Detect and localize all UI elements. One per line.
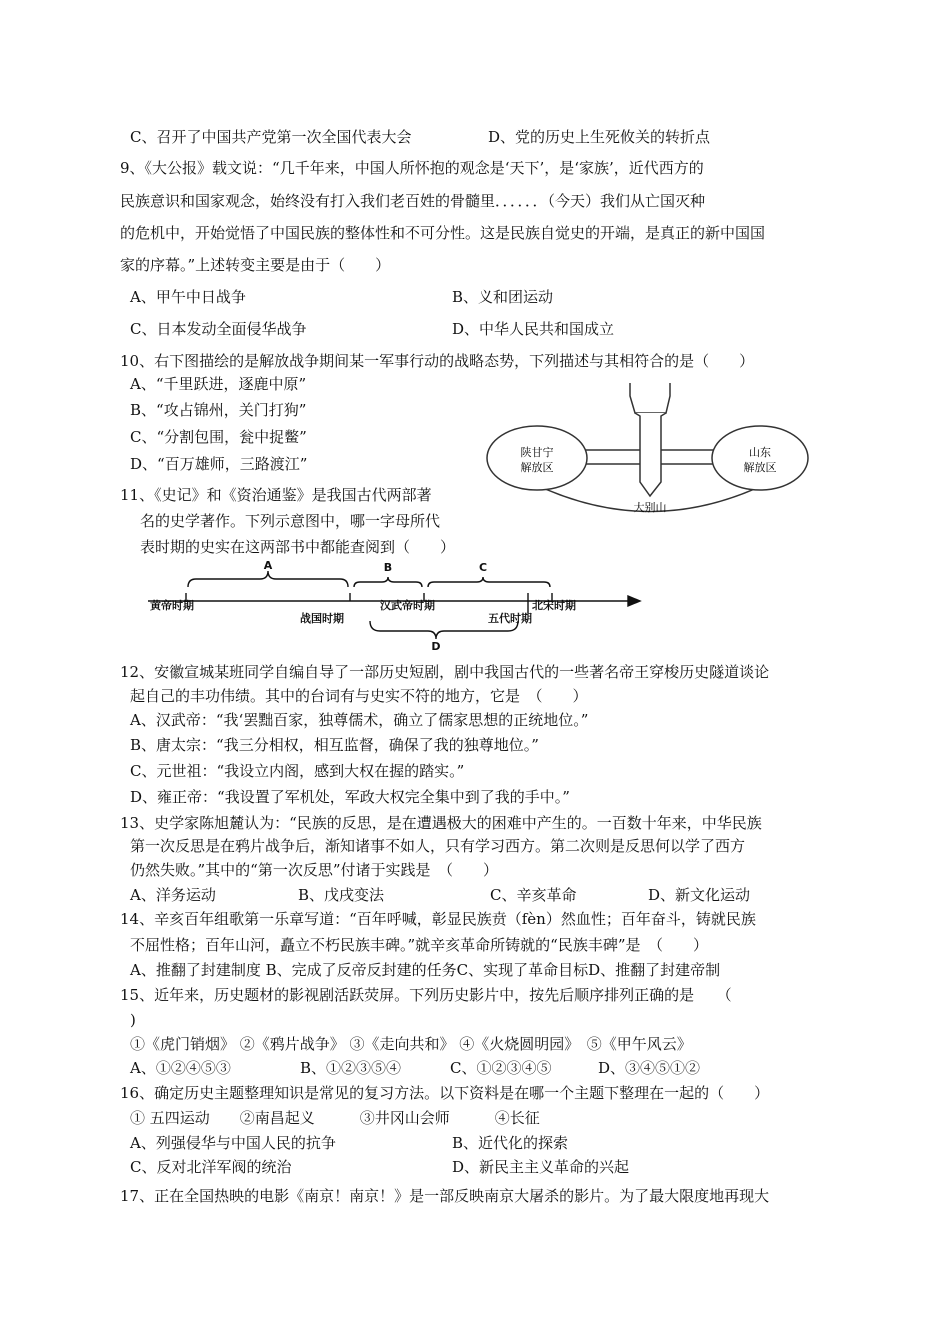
q16-option-c: C、反对北洋军阀的统治: [130, 1158, 292, 1176]
q12-stem-line2: 起自己的丰功伟绩。其中的台词有与史实不符的地方，它是 （ ）: [130, 687, 588, 705]
q11-stem-line3: 表时期的史实在这两部书中都能查阅到（ ）: [140, 538, 456, 556]
timeline-label-a: A: [263, 559, 273, 572]
q13-option-d: D、新文化运动: [648, 886, 751, 904]
map-arrow-shaft: [635, 413, 666, 496]
q13-option-c: C、辛亥革命: [490, 886, 577, 904]
timeline-period-2: 战国时期: [300, 612, 344, 625]
timeline-period-1: 黄帝时期: [150, 599, 194, 612]
q9-option-b: B、义和团运动: [452, 288, 554, 306]
q13-stem-line2: 第一次反思是在鸦片战争后，渐知诸事不如人，只有学习西方。第二次则是反思何以学了西方: [130, 837, 746, 855]
q9-stem-line2: 民族意识和国家观念，始终没有打入我们老百姓的骨髓里．．．．．．（今天）我们从亡国灭种: [120, 192, 706, 210]
timeline-period-3: 汉武帝时期: [380, 599, 435, 612]
q16-items: ① 五四运动 ②南昌起义 ③井冈山会师 ④长征: [130, 1109, 540, 1127]
q12-option-d: D、雍正帝：“我设置了军机处，军政大权完全集中到了我的手中。”: [130, 788, 570, 806]
map-right-region-label-1: 山东: [749, 446, 771, 459]
q15-option-d: D、③④⑤①②: [598, 1059, 701, 1077]
q16-option-a: A、列强侵华与中国人民的抗争: [130, 1134, 336, 1152]
q14-stem-line1: 14、辛亥百年组歌第一乐章写道：“百年呼喊，彰显民族贲（fèn）然血性；百年奋斗，铸就民族: [120, 910, 756, 928]
timeline-period-4: 五代时期: [488, 612, 532, 625]
q16-option-d: D、新民主主义革命的兴起: [452, 1158, 630, 1176]
map-right-region-label-2: 解放区: [743, 461, 777, 474]
timeline-arrow: [628, 596, 640, 606]
q9-stem-line4: 家的序幕。”上述转变主要是由于（ ）: [120, 256, 391, 274]
q14-stem-line2: 不屈性格；百年山河，矗立不朽民族丰碑。”就辛亥革命所铸就的“民族丰碑”是 （ ）: [130, 936, 709, 954]
q15-option-b: B、①②③⑤④: [300, 1059, 402, 1077]
history-timeline-diagram: [148, 553, 658, 655]
liberation-war-map-diagram: [480, 378, 820, 518]
q10-option-d: D、“百万雄师，三路渡江”: [130, 455, 308, 473]
q9-option-c: C、日本发动全面侵华战争: [130, 320, 307, 338]
q16-option-b: B、近代化的探索: [452, 1134, 569, 1152]
q13-option-b: B、戊戌变法: [298, 886, 385, 904]
q11-stem-line2: 名的史学著作。下列示意图中，哪一字母所代: [140, 512, 441, 530]
timeline-brace-a: [188, 571, 348, 587]
q10-option-b: B、“攻占锦州，关门打狗”: [130, 401, 307, 419]
q8-option-c: C、召开了中国共产党第一次全国代表大会: [130, 128, 412, 146]
q12-option-a: A、汉武帝：“我‘罢黜百家，独尊儒术，确立了儒家思想的正统地位。”: [130, 711, 589, 729]
q13-option-a: A、洋务运动: [130, 886, 216, 904]
map-bottom-label: 大别山: [633, 501, 667, 514]
q11-stem-line1: 11、《史记》和《资治通鉴》是我国古代两部著: [120, 486, 432, 504]
q9-option-a: A、甲午中日战争: [130, 288, 246, 306]
map-left-region-label-1: 陕甘宁: [520, 446, 554, 459]
q15-option-c: C、①②③④⑤: [450, 1059, 552, 1077]
q12-stem-line1: 12、安徽宣城某班同学自编自导了一部历史短剧，剧中我国古代的一些著名帝王穿梭历史隧道谈论: [120, 663, 770, 681]
q16-stem: 16、确定历史主题整理知识是常见的复习方法。以下资料是在哪一个主题下整理在一起的（ ）: [120, 1084, 770, 1102]
q9-stem-line3: 的危机中，开始觉悟了中国民族的整体性和不可分性。这是民族自觉史的开端，是真正的新中国国: [120, 224, 766, 242]
timeline-label-b: B: [383, 561, 393, 574]
timeline-brace-c: [428, 577, 550, 587]
timeline-brace-b: [354, 577, 422, 587]
q10-stem: 10、右下图描绘的是解放战争期间某一军事行动的战略态势，下列描述与其相符合的是（ ）: [120, 352, 755, 370]
q17-stem: 17、正在全国热映的电影《南京！南京！》是一部反映南京大屠杀的影片。为了最大限度地再现大: [120, 1187, 770, 1205]
timeline-label-c: C: [478, 561, 488, 574]
q10-option-c: C、“分割包围，瓮中捉鳖”: [130, 428, 307, 446]
q15-items: ①《虎门销烟》 ②《鸦片战争》 ③《走向共和》 ④《火烧圆明园》 ⑤《甲午风云》: [130, 1035, 692, 1053]
q10-option-a: A、“千里跃进，逐鹿中原”: [130, 375, 307, 393]
map-left-region-label-2: 解放区: [520, 461, 554, 474]
q15-stem-line1: 15、近年来，历史题材的影视剧活跃荧屏。下列历史影片中，按先后顺序排列正确的是 （: [120, 986, 732, 1004]
q12-option-c: C、元世祖：“我设立内阁，感到大权在握的踏实。”: [130, 762, 465, 780]
q15-option-a: A、①②④⑤③: [130, 1059, 231, 1077]
q9-stem-line1: 9、《大公报》载文说：“几千年来，中国人所怀抱的观念是‘天下’，是‘家族’，近代西方的: [120, 159, 704, 177]
q12-option-b: B、唐太宗：“我三分相权，相互监督，确保了我的独尊地位。”: [130, 736, 539, 754]
q15-stem-close: ): [130, 1011, 136, 1029]
timeline-period-5: 北宋时期: [532, 599, 576, 612]
q9-option-d: D、中华人民共和国成立: [452, 320, 615, 338]
q8-option-d: D、党的历史上生死攸关的转折点: [488, 128, 711, 146]
q14-options: A、推翻了封建制度 B、完成了反帝反封建的任务C、实现了革命目标D、推翻了封建帝制: [130, 961, 721, 979]
map-funnel-top: [630, 383, 670, 413]
timeline-label-d: D: [431, 640, 441, 653]
q13-stem-line3: 仍然失败。”其中的“第一次反思”付诸于实践是 （ ）: [130, 861, 499, 879]
q13-stem-line1: 13、史学家陈旭麓认为：“民族的反思，是在遭遇极大的困难中产生的。一百数十年来，中华民族: [120, 814, 762, 832]
